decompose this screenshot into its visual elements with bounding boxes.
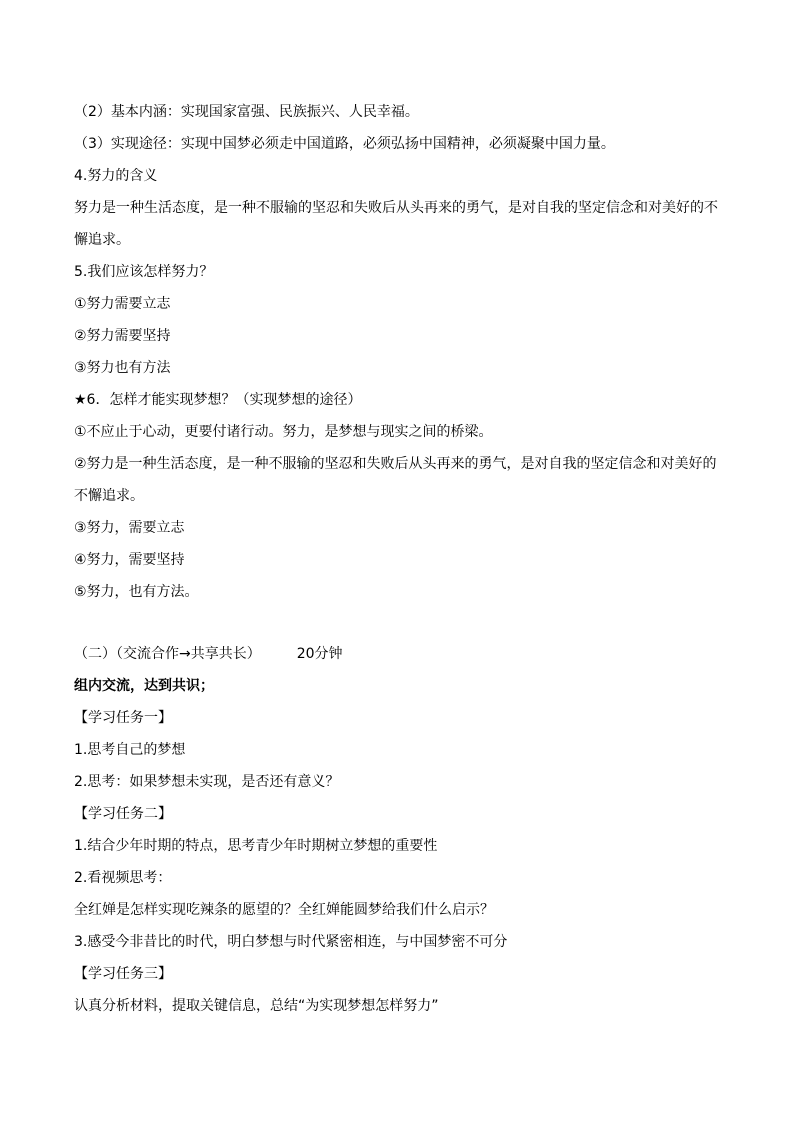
paragraph-effort-definition-cont: 懈追求。 [74,232,130,248]
list-item: ①不应止于心动，更要付诸行动。努力，是梦想与现实之间的桥梁。 [74,424,493,440]
paragraph-basic-meaning: （2）基本内涵：实现国家富强、民族振兴、人民幸福。 [74,104,419,120]
task-title: 【学习任务一】 [74,710,172,726]
list-item: ①努力需要立志 [74,296,171,312]
task-title: 【学习任务二】 [74,806,172,822]
list-item: ④努力，需要坚持 [74,552,185,568]
task-item: 1.结合少年时期的特点，思考青少年时期树立梦想的重要性 [74,838,438,854]
task-item: 认真分析材料，提取关键信息，总结“为实现梦想怎样努力” [74,998,439,1014]
section-heading [74,644,343,664]
paragraph-effort-definition: 努力是一种生活态度，是一种不服输的坚忍和失败后从头再来的勇气，是对自我的坚定信念和对美好的不 [74,200,718,216]
section-subheading: 组内交流，达到共识； [74,678,214,694]
heading-effort-meaning: 4.努力的含义 [74,168,158,184]
list-item-cont: 不懈追求。 [74,488,144,504]
list-item: ②努力需要坚持 [74,328,171,344]
section-title: （二）（交流合作→共享共长） [74,646,261,662]
task-title: 【学习任务三】 [74,966,172,982]
task-item: 3.感受今非昔比的时代，明白梦想与时代紧密相连，与中国梦密不可分 [74,934,508,950]
list-item: ③努力，需要立志 [74,520,185,536]
task-item: 2.看视频思考： [74,870,172,886]
paragraph-path: （3）实现途径：实现中国梦必须走中国道路，必须弘扬中国精神，必须凝聚中国力量。 [74,136,615,152]
task-item: 1.思考自己的梦想 [74,742,186,758]
task-item: 2.思考：如果梦想未实现，是否还有意义？ [74,774,340,790]
section-duration: 20分钟 [296,646,343,662]
list-item: ⑤努力，也有方法。 [74,584,199,600]
heading-realize-dream: ★6．怎样才能实现梦想？（实现梦想的途径） [74,392,362,408]
task-item: 全红婵是怎样实现吃辣条的愿望的？全红婵能圆梦给我们什么启示？ [74,902,494,918]
list-item: ③努力也有方法 [74,360,171,376]
list-item: ②努力是一种生活态度，是一种不服输的坚忍和失败后从头再来的勇气，是对自我的坚定信念和对美好的 [74,456,717,472]
heading-how-to-effort: 5.我们应该怎样努力？ [74,264,214,280]
